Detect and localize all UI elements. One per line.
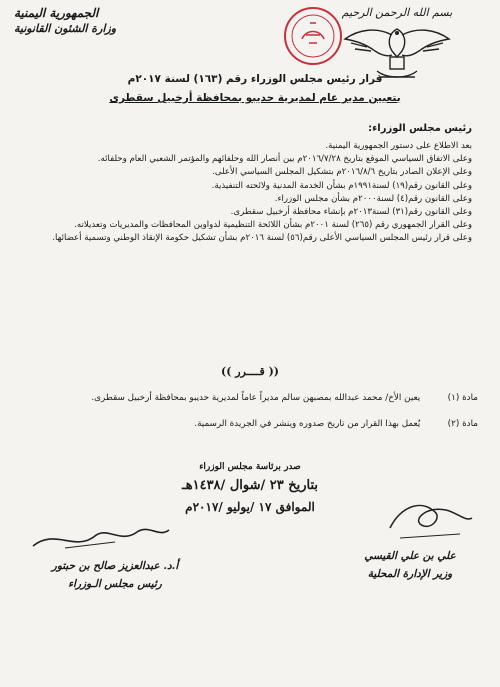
org-ministry: وزارة الشئون القانونية [14,22,117,35]
right-signatory-name: علي بن علي القيسي [364,550,456,562]
resolution-heading: (( قــــرر )) [220,365,279,378]
preamble-line: وعلى القرار الجمهوري رقم (٢٦٥) لسنة ٢٠٠١م بشأن اللائحة التنظيمية لدواوين المحافظات والمديريات وتعديلاته. [74,220,472,231]
article-2 [8,418,478,431]
article-number: مادة (٢) [447,419,478,429]
decree-title: قرار رئيس مجلس الوزراء رقم (١٦٣) لسنة ٢٠١٧م [127,73,383,85]
preamble-line: وعلى القانون رقم(١٩) لسنة١٩٩١م بشأن الخدمة المدنية ولائحته التنفيذية. [211,180,472,191]
ministry-seal-stamp [282,5,344,67]
article-text: يعين الأخ/ محمد عبدالله بمصبهن سالم مديراً عاماً لمديرية حديبو بمحافظة أرخبيل سقطرى. [91,393,421,403]
left-signatory-name: أ.د. عبدالعزيز صالح بن حبتور [51,560,179,572]
decree-subject: بتعيين مدير عام لمديرية حديبو بمحافظة أرخبيل سقطرى [109,92,401,104]
preamble-line: بعد الاطلاع على دستور الجمهورية اليمنية. [325,141,472,151]
prime-minister-signature [25,518,175,558]
preamble-line: وعلى قرار رئيس المجلس السياسي الأعلى رقم(٥٦) لسنة ٢٠١٦م بشأن تشكيل حكومة الإنقاذ الوطني وتسمية أعضائها. [52,233,472,244]
article-text: يُعمل بهذا القرار من تاريخ صدوره وينشر في الجريدة الرسمية. [194,419,421,429]
preamble-line: وعلى القانون رقم(٤) لسنة٢٠٠٠م بشأن مجلس الوزراء. [274,193,472,204]
header-organization [14,6,164,35]
article-1 [8,392,478,405]
issuance-hijri-date: بتاريخ ٢٣ /شوال /١٤٣٨هـ [181,478,319,493]
left-signatory [30,560,200,590]
issuance-heading: صدر برئاسة مجلس الوزراء [199,462,301,472]
right-signatory-title: وزير الإدارة المحلية [367,568,453,580]
basmala: بسم الله الرحمن الرحيم [341,6,453,19]
preamble-line: وعلى الإعلان الصادر بتاريخ ٢٠١٦/٨/٦م بتشكيل المجلس السياسي الأعلى. [212,167,472,178]
minister-signature [380,488,480,548]
preamble-line: وعلى القانون رقم(٣١) لسنة٢٠١٣م بإنشاء محافظة أرخبيل سقطرى. [230,207,472,218]
org-country: الجمهورية اليمنية [14,6,99,20]
issuance-gregorian-date: الموافق ١٧ /يوليو /٢٠١٧م [185,500,315,514]
preamble-line: وعلى الاتفاق السياسي الموقع بتاريخ ٢٠١٦/٧/٢٨م بين أنصار الله وحلفائهم والمؤتمر الشعبي العام وحلفائه. [97,154,472,165]
article-number: مادة (١) [447,393,478,403]
left-signatory-title: رئيس مجلس الـوزراء [68,578,162,590]
preamble [12,140,472,246]
right-signatory [330,550,490,580]
addressee: رئيس مجلس الوزراء: [368,123,472,134]
